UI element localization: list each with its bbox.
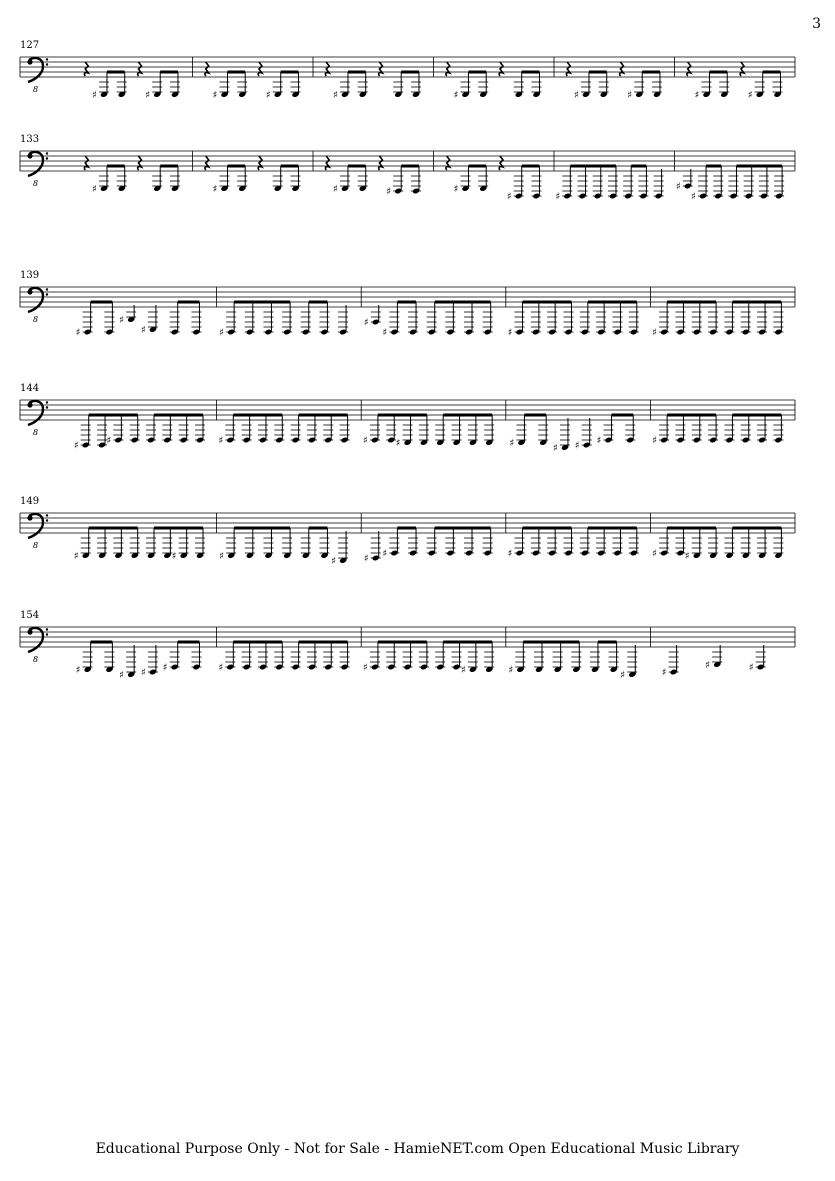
- clef-octave-mark: 8: [33, 428, 39, 437]
- bass-clef-dot: [27, 629, 32, 634]
- measure-number: 127: [20, 40, 40, 51]
- sharp-accidental: ♯: [652, 435, 657, 447]
- quarter-rest: [687, 62, 691, 76]
- sharp-accidental: ♯: [661, 667, 667, 679]
- quarter-rest: [138, 62, 142, 76]
- sharp-accidental: ♯: [596, 435, 602, 447]
- sharp-accidental: ♯: [675, 181, 681, 193]
- sharp-accidental: ♯: [453, 184, 459, 195]
- quarter-rest: [84, 62, 88, 76]
- sharp-accidental: ♯: [620, 670, 626, 681]
- page-number: 3: [812, 16, 821, 32]
- quarter-rest: [446, 156, 450, 170]
- clef-dot: [46, 401, 48, 403]
- measure-number: 149: [20, 496, 40, 507]
- sharp-accidental: ♯: [363, 317, 369, 329]
- sharp-accidental: ♯: [212, 90, 218, 101]
- measure-number: 139: [20, 270, 40, 281]
- sharp-accidental: ♯: [91, 90, 97, 101]
- sharp-accidental: ♯: [705, 660, 711, 671]
- quarter-rest: [325, 156, 329, 170]
- bass-clef-dot: [27, 402, 32, 407]
- clef-dot: [46, 406, 48, 408]
- sharp-accidental: ♯: [73, 551, 79, 562]
- sharp-accidental: ♯: [119, 315, 124, 326]
- quarter-rest: [566, 62, 570, 76]
- sharp-accidental: ♯: [691, 191, 696, 203]
- quarter-rest: [325, 62, 329, 76]
- sharp-accidental: ♯: [162, 662, 168, 674]
- measure-number: 133: [20, 134, 40, 145]
- sharp-accidental: ♯: [652, 548, 657, 560]
- clef-octave-mark: 8: [33, 315, 39, 324]
- clef-dot: [46, 63, 48, 65]
- sharp-accidental: ♯: [453, 90, 459, 101]
- clef-dot: [46, 514, 48, 516]
- quarter-rest: [379, 62, 383, 76]
- sharp-accidental: ♯: [75, 665, 81, 676]
- sharp-accidental: ♯: [145, 90, 151, 101]
- quarter-rest: [205, 156, 209, 170]
- staff-system: [20, 610, 795, 681]
- staff-system: [20, 496, 795, 567]
- sharp-accidental: ♯: [219, 327, 224, 339]
- sharp-accidental: ♯: [218, 435, 224, 447]
- sharp-accidental: ♯: [91, 184, 97, 195]
- sharp-accidental: ♯: [694, 90, 700, 101]
- sharp-accidental: ♯: [507, 327, 513, 339]
- clef-octave-mark: 8: [33, 179, 39, 188]
- sharp-accidental: ♯: [382, 548, 388, 560]
- quarter-rest: [205, 62, 209, 76]
- sharp-accidental: ♯: [747, 90, 753, 101]
- quarter-rest: [379, 156, 383, 170]
- sharp-accidental: ♯: [119, 670, 124, 681]
- staff-system: [20, 270, 795, 339]
- sharp-accidental: ♯: [748, 662, 754, 674]
- sharp-accidental: ♯: [218, 662, 224, 674]
- quarter-rest: [620, 62, 624, 76]
- quarter-rest: [499, 156, 503, 170]
- sharp-accidental: ♯: [212, 184, 218, 195]
- quarter-rest: [446, 62, 450, 76]
- sharp-accidental: ♯: [332, 184, 338, 195]
- sharp-accidental: ♯: [140, 667, 146, 679]
- clef-dot: [46, 293, 48, 295]
- quarter-rest: [499, 62, 503, 76]
- clef-dot: [46, 628, 48, 630]
- sharp-accidental: ♯: [684, 551, 690, 562]
- sharp-accidental: ♯: [552, 443, 558, 454]
- sharp-accidental: ♯: [140, 325, 146, 336]
- clef-dot: [46, 157, 48, 159]
- quarter-rest: [138, 156, 142, 170]
- clef-dot: [46, 633, 48, 635]
- staff-system: [20, 40, 795, 101]
- sharp-accidental: ♯: [627, 90, 633, 101]
- sharp-accidental: ♯: [331, 556, 336, 567]
- footer-text: Educational Purpose Only - Not for Sale - HamieNET.com Open Educational Music Library: [95, 1141, 740, 1157]
- quarter-rest: [740, 62, 744, 76]
- sharp-accidental: ♯: [362, 662, 368, 674]
- sharp-accidental: ♯: [395, 438, 401, 449]
- sharp-accidental: ♯: [506, 191, 512, 203]
- bass-clef-dot: [27, 289, 32, 294]
- sharp-accidental: ♯: [508, 665, 514, 676]
- quarter-rest: [258, 62, 262, 76]
- sharp-accidental: ♯: [460, 665, 466, 676]
- sharp-accidental: ♯: [362, 435, 368, 447]
- quarter-rest: [258, 156, 262, 170]
- clef-octave-mark: 8: [33, 85, 39, 94]
- sharp-accidental: ♯: [363, 553, 369, 565]
- measure-number: 144: [20, 383, 40, 394]
- sharp-accidental: ♯: [652, 327, 657, 339]
- sharp-accidental: ♯: [509, 438, 515, 449]
- bass-clef-dot: [27, 59, 32, 64]
- clef-dot: [46, 288, 48, 290]
- bass-clef-dot: [27, 515, 32, 520]
- clef-dot: [46, 519, 48, 521]
- sharp-accidental: ♯: [75, 327, 81, 339]
- measure-number: 154: [20, 610, 40, 621]
- sharp-accidental: ♯: [332, 90, 338, 101]
- sharp-accidental: ♯: [73, 440, 79, 452]
- sharp-accidental: ♯: [507, 548, 513, 560]
- clef-dot: [46, 152, 48, 154]
- clef-dot: [46, 58, 48, 60]
- staff-system: [20, 383, 795, 454]
- sharp-accidental: ♯: [171, 551, 177, 562]
- sharp-accidental: ♯: [106, 435, 112, 447]
- sharp-accidental: ♯: [573, 90, 579, 101]
- sharp-accidental: ♯: [386, 186, 392, 198]
- bass-clef-dot: [27, 153, 32, 158]
- clef-octave-mark: 8: [33, 655, 39, 664]
- staff-system: [20, 134, 795, 203]
- sharp-accidental: ♯: [555, 191, 561, 203]
- quarter-rest: [84, 156, 88, 170]
- sharp-accidental: ♯: [219, 551, 224, 562]
- sharp-accidental: ♯: [574, 440, 580, 452]
- sharp-accidental: ♯: [382, 327, 388, 339]
- clef-octave-mark: 8: [33, 541, 39, 550]
- sharp-accidental: ♯: [265, 90, 271, 101]
